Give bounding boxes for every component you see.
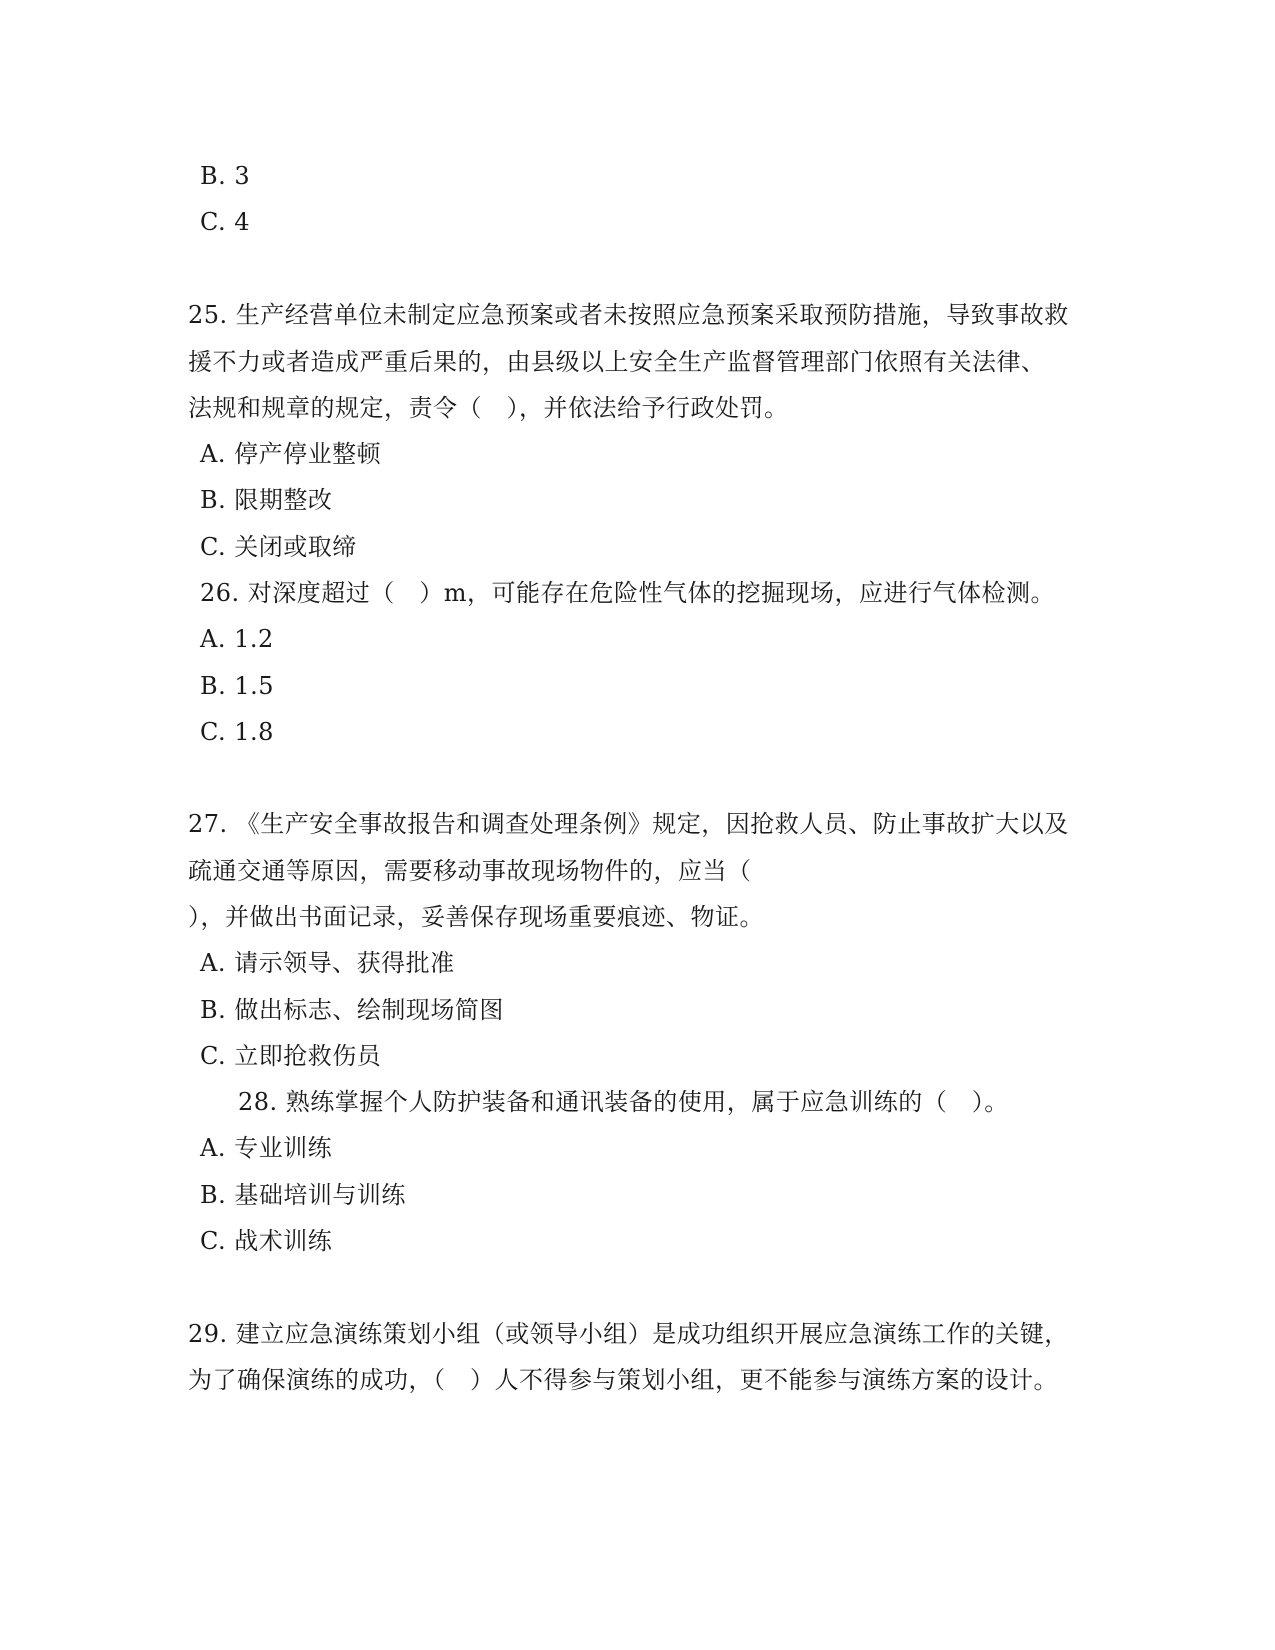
question-25-option-b: B. 限期整改 — [200, 486, 333, 514]
option-b: B. 3 — [200, 162, 251, 190]
question-25-option-c: C. 关闭或取缔 — [200, 533, 357, 561]
question-25-option-a: A. 停产停业整顿 — [200, 440, 382, 468]
question-26-option-a: A. 1.2 — [200, 625, 274, 653]
question-27-option-a: A. 请示领导、获得批准 — [200, 949, 455, 977]
question-28-option-b: B. 基础培训与训练 — [200, 1181, 406, 1209]
question-27-line-1: 27. 《生产安全事故报告和调查处理条例》规定，因抢救人员、防止事故扩大以及 — [188, 810, 1069, 838]
question-27-line-2: 疏通交通等原因，需要移动事故现场物件的，应当（ — [188, 857, 752, 885]
question-27-option-b: B. 做出标志、绘制现场简图 — [200, 996, 504, 1024]
question-28-line-1: 28. 熟练掌握个人防护装备和通讯装备的使用，属于应急训练的（ ）。 — [238, 1088, 1009, 1116]
question-29-line-1: 29. 建立应急演练策划小组（或领导小组）是成功组织开展应急演练工作的关键， — [188, 1320, 1069, 1348]
question-26-option-b: B. 1.5 — [200, 672, 275, 700]
question-26-option-c: C. 1.8 — [200, 718, 274, 746]
question-27-line-3: ），并做出书面记录，妥善保存现场重要痕迹、物证。 — [188, 903, 764, 931]
question-25-line-1: 25. 生产经营单位未制定应急预案或者未按照应急预案采取预防措施，导致事故救 — [188, 301, 1069, 329]
option-c: C. 4 — [200, 208, 251, 236]
question-28-option-c: C. 战术训练 — [200, 1227, 333, 1255]
question-26-line-1: 26. 对深度超过（ ）m，可能存在危险性气体的挖掘现场，应进行气体检测。 — [200, 579, 1056, 607]
question-29-line-2: 为了确保演练的成功，（ ）人不得参与策划小组，更不能参与演练方案的设计。 — [188, 1366, 1058, 1394]
question-25-line-3: 法规和规章的规定，责令（ ），并依法给予行政处罚。 — [188, 394, 789, 422]
question-25-line-2: 援不力或者造成严重后果的，由县级以上安全生产监督管理部门依照有关法律、 — [188, 348, 1046, 376]
question-27-option-c: C. 立即抢救伤员 — [200, 1042, 382, 1070]
question-28-option-a: A. 专业训练 — [200, 1134, 333, 1162]
